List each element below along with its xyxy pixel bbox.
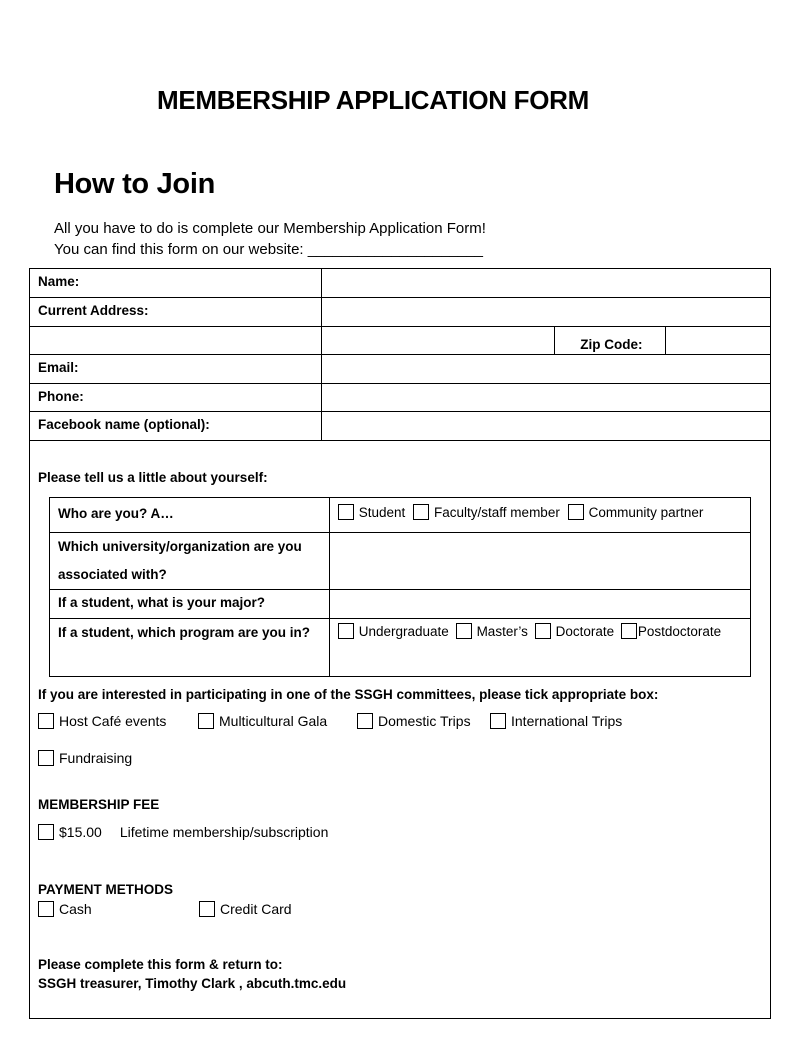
email-field[interactable] xyxy=(321,355,770,384)
program-option-postdoctorate[interactable]: Postdoctorate xyxy=(621,623,721,641)
checkbox[interactable] xyxy=(490,713,506,729)
facebook-field[interactable] xyxy=(321,412,770,441)
university-question-line-2: associated with? xyxy=(58,567,167,582)
address-field[interactable] xyxy=(321,298,770,327)
program-options xyxy=(329,619,750,677)
who-question: Who are you? A… xyxy=(50,498,330,533)
who-option-student[interactable]: Student xyxy=(338,504,406,522)
name-label: Name: xyxy=(30,269,321,298)
form-title: MEMBERSHIP APPLICATION FORM xyxy=(157,85,589,115)
payment-option-cash[interactable]: Cash xyxy=(38,901,92,917)
checkbox[interactable] xyxy=(338,623,354,639)
checkbox[interactable] xyxy=(338,504,354,520)
who-option-faculty[interactable]: Faculty/staff member xyxy=(413,504,560,522)
who-option-community[interactable]: Community partner xyxy=(568,504,704,522)
major-field[interactable] xyxy=(329,590,750,619)
name-field[interactable] xyxy=(321,269,770,298)
checkbox[interactable] xyxy=(38,901,54,917)
fee-amount: $15.00 xyxy=(59,824,102,840)
intro-line-1: All you have to do is complete our Membership Application Form! xyxy=(54,220,486,237)
checkbox[interactable] xyxy=(357,713,373,729)
program-question: If a student, which program are you in? xyxy=(50,619,330,677)
checkbox[interactable] xyxy=(38,824,54,840)
checkbox[interactable] xyxy=(621,623,637,639)
checkbox[interactable] xyxy=(535,623,551,639)
committee-option-host-cafe[interactable]: Host Café events xyxy=(38,713,166,729)
university-question-line-1: Which university/organization are you xyxy=(58,539,302,554)
payment-option-credit-card[interactable]: Credit Card xyxy=(199,901,292,917)
address-line-2-field[interactable] xyxy=(321,326,554,355)
phone-field[interactable] xyxy=(321,383,770,412)
contact-table xyxy=(30,269,770,441)
form-frame xyxy=(29,268,771,1019)
major-question: If a student, what is your major? xyxy=(50,590,330,619)
checkbox[interactable] xyxy=(198,713,214,729)
checkbox[interactable] xyxy=(38,750,54,766)
facebook-label: Facebook name (optional): xyxy=(30,412,321,441)
email-label: Email: xyxy=(30,355,321,384)
address-line-2-label-cell xyxy=(30,326,321,355)
phone-label: Phone: xyxy=(30,383,321,412)
checkbox[interactable] xyxy=(413,504,429,520)
committees-heading: If you are interested in participating in one of the SSGH committees, please tick appropriate box: xyxy=(38,687,659,702)
intro-line-2: You can find this form on our website: _____________________ xyxy=(54,241,483,258)
return-recipient: SSGH treasurer, Timothy Clark , abcuth.tmc.edu xyxy=(38,976,347,991)
checkbox[interactable] xyxy=(199,901,215,917)
about-heading: Please tell us a little about yourself: xyxy=(38,470,268,485)
committee-option-fundraising[interactable]: Fundraising xyxy=(38,750,132,766)
membership-fee-heading: MEMBERSHIP FEE xyxy=(38,797,160,812)
zip-label: Zip Code: xyxy=(554,326,665,355)
zip-field[interactable] xyxy=(665,326,770,355)
address-label: Current Address: xyxy=(30,298,321,327)
return-instructions: Please complete this form & return to: xyxy=(38,957,283,972)
checkbox[interactable] xyxy=(456,623,472,639)
about-table xyxy=(49,497,751,677)
university-field[interactable] xyxy=(329,533,750,590)
fee-description: Lifetime membership/subscription xyxy=(119,824,329,840)
committee-option-domestic-trips[interactable]: Domestic Trips xyxy=(357,713,471,729)
university-question xyxy=(50,533,330,590)
payment-methods-heading: PAYMENT METHODS xyxy=(38,882,174,897)
who-options xyxy=(329,498,750,533)
program-option-masters[interactable]: Master’s xyxy=(456,623,528,641)
checkbox[interactable] xyxy=(38,713,54,729)
committee-option-gala[interactable]: Multicultural Gala xyxy=(198,713,327,729)
checkbox[interactable] xyxy=(568,504,584,520)
membership-fee-option[interactable] xyxy=(38,824,328,840)
committee-option-international-trips[interactable]: International Trips xyxy=(490,713,622,729)
program-option-doctorate[interactable]: Doctorate xyxy=(535,623,615,641)
section-heading: How to Join xyxy=(54,168,216,200)
program-option-undergraduate[interactable]: Undergraduate xyxy=(338,623,449,641)
